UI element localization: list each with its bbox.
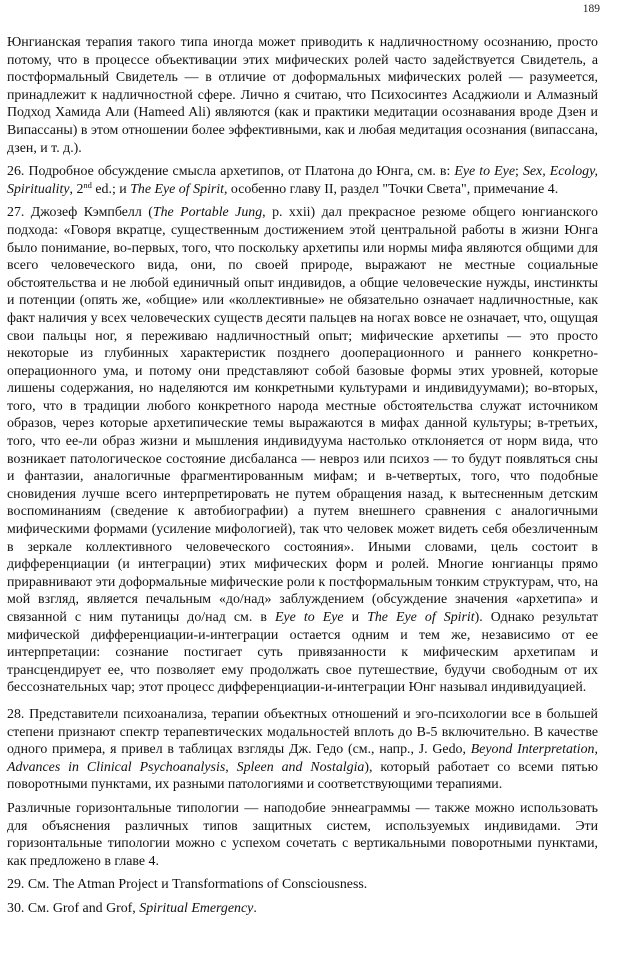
book-title: Beyond Interpretation xyxy=(470,742,595,758)
text-run: . xyxy=(253,900,257,916)
book-title: The Portable Jung xyxy=(152,205,263,221)
book-title: The Eye of Spirit xyxy=(367,610,475,625)
text-run: , особенно главу II, раздел "Точки Света", примечание 4. xyxy=(223,181,559,197)
text-run: 28. Представители психоанализа, терапии объектных отношений и эго-психологии все в большей степени признают спектр терапевтических модальностей вплоть до В-5 включительно. В качестве одного примера, я привел в таблицах взгляды Дж. Гедо (см., напр., J. Gedo, xyxy=(7,706,598,758)
page-number: 189 xyxy=(582,3,600,15)
text-run: , xyxy=(594,742,598,758)
note-27 xyxy=(7,204,598,697)
superscript: nd xyxy=(83,179,92,190)
note-28 xyxy=(7,706,598,794)
paragraph-horizontal-typologies xyxy=(7,800,598,870)
text-run: Юнгианская терапия такого типа иногда может приводить к надличностному осознанию, просто потому, что в процессе объективации этих мифических ролей часто задействуется Свидетель, а постформальный Свидетель — в отличие от доформальных мифических ролей — разумеется, принадлежит к надличностной сфере. Лично я считаю, что Психосинтез Асаджиоли и Алмазный Подход Хамида Али (Hameed Ali) являются (как и практики медитации осознавания вроде Дзен и Випассаны) в этом отношении более эффективными, как и любая медитация осознания (випассана, дзен, и т. д.). xyxy=(7,35,598,156)
text-run: 27. Джозеф Кэмпбелл ( xyxy=(7,205,153,221)
text-run: 26. Подробное обсуждение смысла архетипов, от Платона до Юнга, см. в: xyxy=(7,164,455,180)
book-title: Eye to Eye xyxy=(454,164,515,180)
note-30 xyxy=(7,900,598,918)
note-26 xyxy=(7,163,598,198)
book-title: Advances in Clinical Psychoanalysis xyxy=(7,759,226,775)
text-run: 29. См. The Atman Project и Transformations of Consciousness. xyxy=(7,877,368,893)
text-run: ; xyxy=(515,164,523,180)
book-title: Eye to Eye xyxy=(275,610,344,625)
text-run: и xyxy=(343,610,368,625)
text-run: , xyxy=(225,759,237,775)
text-run: , 2 xyxy=(69,181,84,197)
book-title: Spleen and Nostalgia xyxy=(236,759,365,775)
text-run: Различные горизонтальные типологии — наподобие эннеаграммы — также можно использовать для объяснения различных типов защитных систем, используемых индивидами. Эти горизонтальные типологии можно с успехом сочетать с вертикальными поворотными пунктами, как предложено в главе 4. xyxy=(7,800,598,869)
note-29 xyxy=(7,876,598,894)
text-run: ). Однако результат мифической дифференциации-и-интеграции остается одним и тем же, независимо от ее интерпретации: сознание постигает суть привязанности к мифическим архетипам и трансцендирует ее, что позволяет ему продолжать свое путешествие, будучи свободным от их бессознательных чар; этот процесс дифференциации-и-интеграции Юнг называл индивидуацией. xyxy=(7,610,599,696)
text-run: ), который работает со всеми пятью поворотными пунктами, их разными патологиями и соответствующими терапиями. xyxy=(7,759,598,793)
text-run: , p. xxii) дал прекрасное резюме общего юнгианского подхода: «Говоря вкратце, существенным достижением этой центральной работы в жизни Юнга было понимание, во-первых, того, что поскольку архетипы или нормы мифа являются общими для всего человеческого вида, они, по своей природе, выражают не местные социальные обстоятельства и не любой единичный опыт индивидов, а общие человеческие нужды, инстинкты и потенции (опять же, «общие» или «коллективные» не обязательно означает надличностные, как факт наличия у всех человеческих существ десяти пальцев на ногах вовсе не означает, что, ощущая свои пальцы ног, я переживаю надличностный опыт; мифические архетипы — это просто некоторые из глубинных характеристик позднего дооперационного и раннего конкретно-операционного ума, и потому они представляют собой базовые формы этих уровней, которые лишены содержания, но наделяются им конкретными культурами и индивидуумами); во-вторых, того, что в традиции любого конкретного народа местные обстоятельства служат источником образов, через которые архетипические темы выражаются в мифах данной культуры; в-третьих, того, что ее-ли образ жизни и мышления индивидуума настолько отклоняется от норм вида, что возникает патологическое состояние дисбаланса — невроз или психоз — то будут появляться сны и фантазии, аналогичные фрагментированным мифам; и в-четвертых, того, что подобные сновидения лучше всего интерпретировать не путем обращения назад, к вытесненным детским воспоминаниям (сведение к автобиографии) а путем внешнего сравнения с аналогичными мифическими формами (усиление мифологией), так что человек может видеть себя обезличенным в зеркале коллективного человеческого состояния». Иными словами, цель состоит в дифференциации (и интеграции) этих мифических форм и ролей. Многие юнгианцы прямо приравнивают эти доформальные мифические роли к постформальным тонким структурам, что, на мой взгляд, является печальным «до/над» заблуждением (обсуждение значения «архетипа» и связанной с ним путаницы до/над см. в xyxy=(7,205,599,625)
paragraph-jungian-therapy xyxy=(7,34,598,157)
text-run: ed.; и xyxy=(91,181,131,197)
book-title: Sex, Ecology, Spirituality xyxy=(7,164,598,197)
text-run: 30. См. Grof and Grof, xyxy=(7,900,140,916)
book-title: The Eye of Spirit xyxy=(130,181,224,197)
book-title: Spiritual Emergency xyxy=(139,900,254,916)
